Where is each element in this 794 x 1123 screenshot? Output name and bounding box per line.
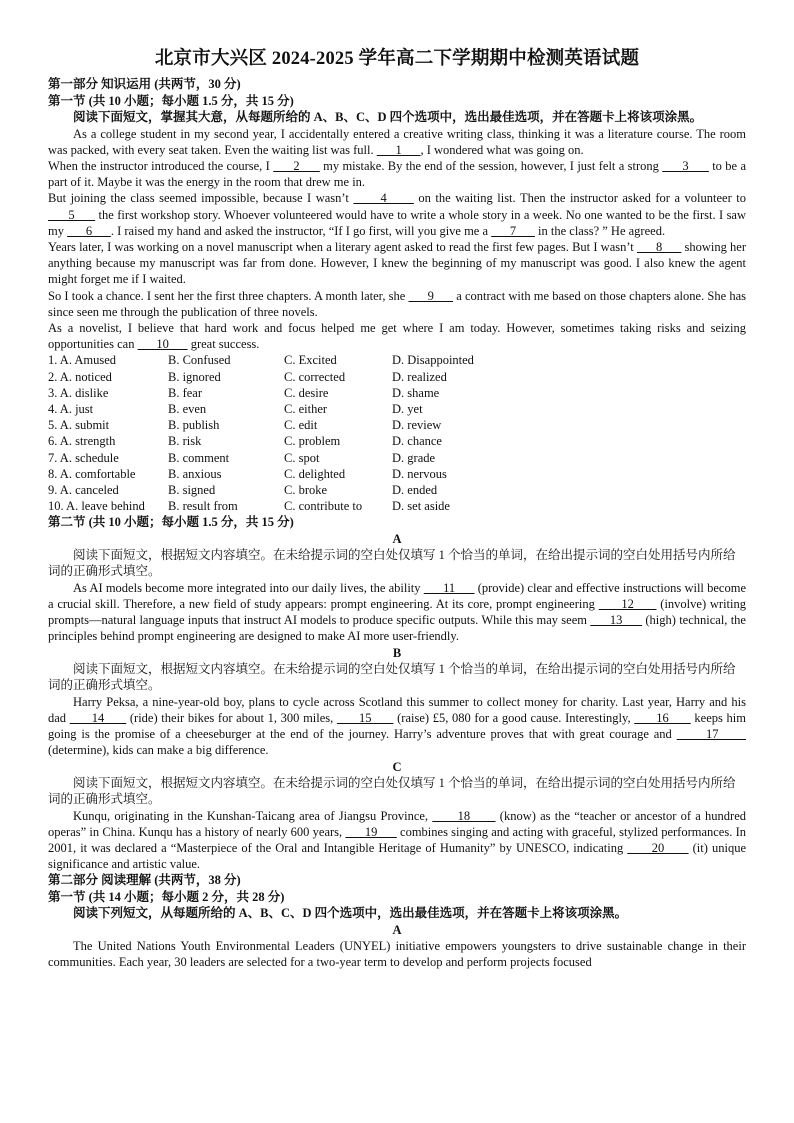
option-d: D. Disappointed bbox=[392, 353, 474, 368]
cloze-text: great success. bbox=[187, 337, 260, 352]
option-c: C. desire bbox=[284, 385, 329, 400]
option-a: 2. A. noticed bbox=[48, 369, 112, 384]
option-row bbox=[48, 401, 746, 417]
option-c: C. broke bbox=[284, 482, 328, 497]
option-row bbox=[48, 466, 746, 482]
option-c: C. problem bbox=[284, 434, 341, 449]
cloze-text: in the class? ” He agreed. bbox=[534, 223, 666, 238]
option-row bbox=[48, 417, 746, 433]
option-c: C. either bbox=[284, 401, 328, 416]
option-a: 4. A. just bbox=[48, 401, 94, 416]
fill-passage-b bbox=[48, 694, 746, 759]
fill-text: (provide) clear and effective instructions will become a crucial skill. Therefore, a new field of study appears: prompt engineering. At its core, prompt engineering bbox=[48, 580, 746, 612]
cloze-text: , I wondered what was going on. bbox=[420, 142, 584, 157]
part1-sec1-heading: 第一节 (共 10 小题；每小题 1.5 分，共 15 分) bbox=[48, 93, 294, 108]
cloze-text: a contract with me based on those chapters alone. She has since seen me through the publication of three novels. bbox=[48, 288, 746, 319]
option-row bbox=[48, 450, 746, 466]
option-row bbox=[48, 498, 746, 514]
option-a: 3. A. dislike bbox=[48, 385, 109, 400]
cloze-text: As a college student in my second year, I accidentally entered a creative writing class, thinking it was a literature course. The room was packed, with every seat taken. Even the waiting list was full. bbox=[48, 126, 746, 157]
blank-10: 10 bbox=[137, 337, 188, 352]
option-c: C. edit bbox=[284, 418, 318, 433]
cloze-text: So I took a chance. I sent her the first three chapters. A month later, she bbox=[48, 288, 409, 303]
blank-1: 1 bbox=[376, 142, 421, 157]
passage-label-c: C bbox=[392, 759, 402, 774]
fill-text: (raise) £5, 080 for a good cause. Interestingly, bbox=[393, 710, 635, 725]
fill-text: (high) technical, the principles behind prompt engineering are designed to make AI more user-friendly. bbox=[48, 613, 746, 644]
option-b: B. fear bbox=[168, 385, 203, 400]
option-d: D. shame bbox=[392, 385, 440, 400]
reading-label-a: A bbox=[392, 922, 402, 937]
fill-passage-a bbox=[48, 580, 746, 645]
option-d: D. chance bbox=[392, 434, 442, 449]
option-d: D. review bbox=[392, 418, 442, 433]
option-c: C. Excited bbox=[284, 353, 337, 368]
blank-18: 18 bbox=[432, 808, 496, 823]
option-row bbox=[48, 352, 746, 368]
blank-15: 15 bbox=[336, 710, 394, 725]
fill-instruction-b: 阅读下面短文，根据短文内容填空。在未给提示词的空白处仅填写 1 个恰当的单词，在给出提示词的空白处用括号内所给词的正确形式填空。 bbox=[48, 661, 736, 693]
blank-14: 14 bbox=[69, 710, 127, 725]
cloze-paragraph-2 bbox=[48, 158, 746, 190]
part1-heading: 第一部分 知识运用 (共两节，30 分) bbox=[48, 77, 241, 91]
cloze-paragraph-4 bbox=[48, 239, 746, 288]
fill-text: Kunqu, originating in the Kunshan-Taicang area of Jiangsu Province, bbox=[73, 808, 433, 823]
cloze-text: When the instructor introduced the course, I bbox=[48, 158, 274, 173]
option-d: D. nervous bbox=[392, 466, 447, 481]
blank-13: 13 bbox=[590, 613, 643, 628]
cloze-text: But joining the class seemed impossible, because I wasn’t bbox=[48, 191, 354, 206]
fill-text: (it) unique significance and artistic value. bbox=[48, 840, 746, 872]
option-c: C. delighted bbox=[284, 466, 346, 481]
part2-sec1-instruction: 阅读下列短文，从每题所给的 A、B、C、D 四个选项中，选出最佳选项，并在答题卡上将该项涂黑。 bbox=[73, 906, 628, 921]
option-b: B. risk bbox=[168, 434, 202, 449]
fill-text: Harry Peksa, a nine-year-old boy, plans to cycle across Scotland this summer to collect money for charity. Last year, Harry and his dad bbox=[48, 694, 746, 725]
reading-passage-a: The United Nations Youth Environmental Leaders (UNYEL) initiative empowers youngsters to drive sustainable change in their communities. Each year, 30 leaders are selected for a two-year term to develop and perform projects focused bbox=[48, 938, 746, 970]
option-d: D. set aside bbox=[392, 499, 450, 514]
option-row bbox=[48, 369, 746, 385]
cloze-paragraph-5 bbox=[48, 288, 746, 320]
blank-3: 3 bbox=[662, 158, 709, 173]
cloze-text: to be a part of it. Maybe it was the energy in the room that drew me in. bbox=[48, 158, 746, 190]
option-a: 9. A. canceled bbox=[48, 482, 119, 497]
exam-page bbox=[48, 44, 746, 970]
blank-16: 16 bbox=[634, 710, 691, 725]
passage-label-b: B bbox=[392, 645, 402, 660]
fill-text: (determine), kids can make a big difference. bbox=[48, 743, 269, 758]
blank-19: 19 bbox=[345, 824, 397, 839]
option-c: C. corrected bbox=[284, 369, 346, 384]
option-row bbox=[48, 433, 746, 449]
cloze-text: the first workshop story. Whoever volunteered would have to write a whole story in a week. No one wanted to be the first. I saw my bbox=[48, 207, 747, 238]
blank-2: 2 bbox=[273, 158, 320, 173]
option-a: 5. A. submit bbox=[48, 418, 110, 433]
fill-text: As AI models become more integrated into our daily lives, the ability bbox=[73, 580, 424, 595]
passage-label-a: A bbox=[392, 531, 402, 546]
cloze-paragraph-1 bbox=[48, 126, 746, 158]
options-list bbox=[48, 352, 746, 514]
part1-sec1-instruction: 阅读下面短文，掌握其大意，从每题所给的 A、B、C、D 四个选项中，选出最佳选项，并在答题卡上将该项涂黑。 bbox=[73, 110, 703, 124]
option-b: B. anxious bbox=[168, 466, 222, 481]
cloze-paragraph-3 bbox=[48, 190, 746, 239]
fill-text: (ride) their bikes for about 1, 300 miles, bbox=[126, 710, 337, 725]
option-b: B. even bbox=[168, 401, 207, 416]
blank-11: 11 bbox=[423, 580, 475, 595]
option-d: D. realized bbox=[392, 369, 447, 384]
option-d: D. yet bbox=[392, 401, 423, 416]
blank-8: 8 bbox=[636, 239, 682, 254]
option-a: 8. A. comfortable bbox=[48, 466, 136, 481]
blank-5: 5 bbox=[48, 207, 96, 222]
option-c: C. contribute to bbox=[284, 499, 363, 514]
option-a: 1. A. Amused bbox=[48, 353, 117, 368]
part2-heading: 第二部分 阅读理解 (共两节，38 分) bbox=[48, 873, 241, 888]
page-title: 北京市大兴区 2024-2025 学年高二下学期期中检测英语试题 bbox=[154, 49, 640, 69]
part1-sec2-heading: 第二节 (共 10 小题；每小题 1.5 分，共 15 分) bbox=[48, 515, 294, 530]
fill-instruction-a: 阅读下面短文，根据短文内容填空。在未给提示词的空白处仅填写 1 个恰当的单词，在给出提示词的空白处用括号内所给词的正确形式填空。 bbox=[48, 547, 736, 579]
cloze-text: my mistake. By the end of the session, however, I just felt a strong bbox=[319, 158, 663, 173]
blank-12: 12 bbox=[598, 597, 657, 612]
cloze-text: on the waiting list. Then the instructor asked for a volunteer to bbox=[413, 191, 746, 206]
option-a: 6. A. strength bbox=[48, 434, 116, 449]
part2-sec1-heading: 第一节 (共 14 小题；每小题 2 分，共 28 分) bbox=[48, 889, 285, 904]
option-b: B. publish bbox=[168, 418, 220, 433]
fill-text: (involve) writing prompts—natural language inputs that instruct AI models to produce specific outputs. While this may seem bbox=[48, 597, 747, 628]
blank-20: 20 bbox=[627, 840, 689, 855]
cloze-text: Years later, I was working on a novel manuscript when a literary agent asked to read the first few pages. But I wasn’t bbox=[48, 239, 637, 254]
fill-text: keeps him going is the promise of a cheeseburger at the end of the journey. Harry’s adventure proves that with great courage and bbox=[48, 710, 746, 742]
fill-text: combines singing and acting with graceful, stylized performances. In 2001, it was declared a “Masterpiece of the Oral and Intangible Heritage of Humanity” by UNESCO, indicating bbox=[48, 824, 746, 855]
option-d: D. ended bbox=[392, 482, 438, 497]
blank-4: 4 bbox=[353, 191, 414, 206]
option-row bbox=[48, 385, 746, 401]
fill-instruction-c: 阅读下面短文，根据短文内容填空。在未给提示词的空白处仅填写 1 个恰当的单词，在给出提示词的空白处用括号内所给词的正确形式填空。 bbox=[48, 775, 736, 806]
fill-passage-c bbox=[48, 808, 746, 873]
blank-6: 6 bbox=[67, 223, 111, 238]
fill-text: (know) as the “teacher or ancestor of a hundred operas” in China. Kunqu has a history of nearly 600 years, bbox=[48, 808, 747, 839]
option-b: B. signed bbox=[168, 482, 216, 497]
cloze-text: As a novelist, I believe that hard work and focus helped me get where I am today. However, sometimes taking risks and seizing opportunities can bbox=[48, 320, 746, 352]
option-a: 7. A. schedule bbox=[48, 450, 119, 465]
option-d: D. grade bbox=[392, 450, 436, 465]
option-b: B. Confused bbox=[168, 353, 231, 368]
blank-9: 9 bbox=[408, 288, 454, 303]
cloze-text: . I raised my hand and asked the instructor, “If I go first, will you give me a bbox=[110, 223, 492, 238]
option-a: 10. A. leave behind bbox=[48, 499, 145, 514]
blank-7: 7 bbox=[491, 223, 535, 238]
cloze-text: showing her anything because my manuscript was far from done. However, I knew the beginning of my manuscript was good. I also knew the agent might forget me if I waited. bbox=[48, 239, 747, 287]
option-b: B. comment bbox=[168, 450, 230, 465]
option-row bbox=[48, 482, 746, 498]
blank-17: 17 bbox=[676, 727, 747, 742]
option-b: B. ignored bbox=[168, 369, 221, 384]
option-c: C. spot bbox=[284, 450, 320, 465]
cloze-paragraph-6 bbox=[48, 320, 746, 352]
option-b: B. result from bbox=[168, 499, 238, 514]
